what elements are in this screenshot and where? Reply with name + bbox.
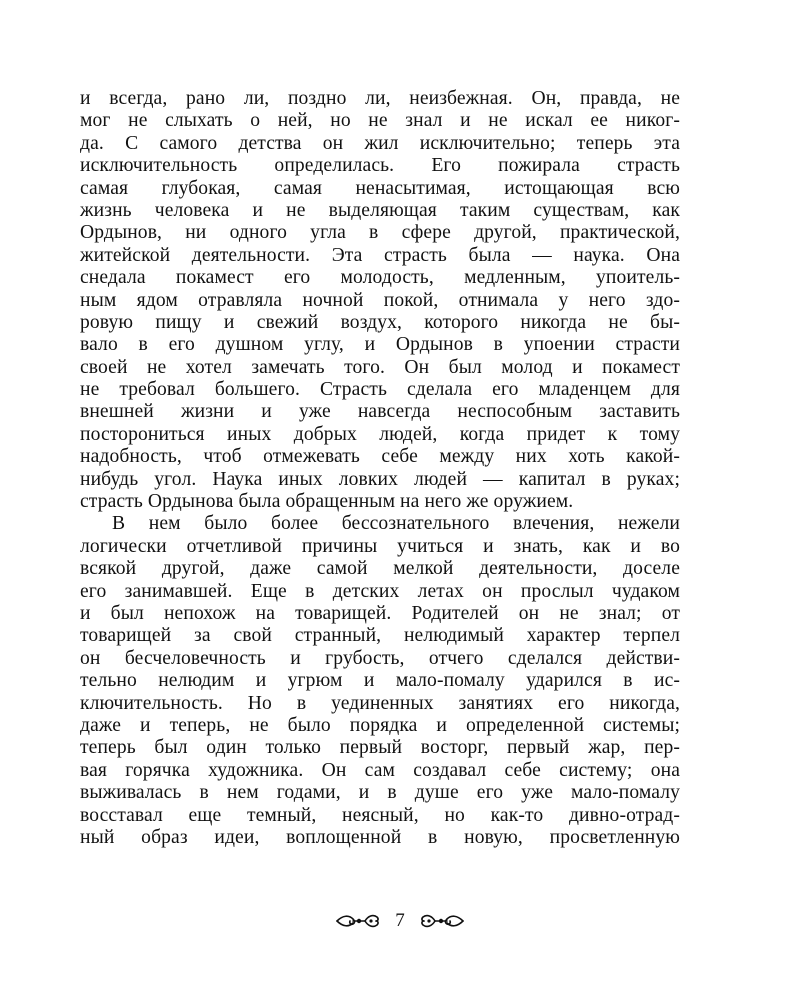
text-line: самая глубокая, самая ненасытимая, истощающая всю xyxy=(80,177,680,199)
text-line: вая горячка художника. Он сам создавал себе систему; она xyxy=(80,759,680,781)
text-block xyxy=(80,88,680,849)
text-line: логически отчетливой причины учиться и знать, как и во xyxy=(80,535,680,557)
text-line: тельно нелюдим и угрюм и мало-помалу ударился в ис- xyxy=(80,670,680,692)
text-line: даже и теперь, не было порядка и определенной системы; xyxy=(80,714,680,736)
text-line: он бесчеловечность и грубость, отчего сделался действи- xyxy=(80,647,680,669)
text-line: не требовал большего. Страсть сделала его младенцем для xyxy=(80,379,680,401)
text-line: Ордынов, ни одного угла в сфере другой, практической, xyxy=(80,222,680,244)
text-line: всякой другой, даже самой мелкой деятельности, доселе xyxy=(80,558,680,580)
text-line: надобность, чтоб отмежевать себе между них хоть какой- xyxy=(80,446,680,468)
text-line: выживалась в нем годами, и в душе его уже мало-помалу xyxy=(80,782,680,804)
text-line: нибудь угол. Наука иных ловких людей — капитал в руках; xyxy=(80,468,680,490)
page-footer xyxy=(0,906,800,936)
text-line: своей не хотел замечать того. Он был молод и покамест xyxy=(80,356,680,378)
text-line: восставал еще темный, неясный, но как-то дивно-отрад- xyxy=(80,804,680,826)
text-line: да. С самого детства он жил исключительно; теперь эта xyxy=(80,132,680,154)
text-line: теперь был один только первый восторг, первый жар, пер- xyxy=(80,737,680,759)
text-line: и всегда, рано ли, поздно ли, неизбежная. Он, правда, не xyxy=(80,88,680,109)
text-line: товарищей за свой странный, нелюдимый характер терпел xyxy=(80,625,680,647)
text-line: ным ядом отравляла ночной покой, отнимала у него здо- xyxy=(80,289,680,311)
text-line: вало в его душном углу, и Ордынов в упоении страсти xyxy=(80,334,680,356)
page-number: 7 xyxy=(395,910,405,931)
text-line: ключительность. Но в уединенных занятиях его никогда, xyxy=(80,692,680,714)
text-line: страсть Ордынова была обращенным на него же оружием. xyxy=(80,491,574,513)
text-line: и был непохож на товарищей. Родителей он не знал; от xyxy=(80,602,680,624)
text-line: мог не слыхать о ней, но не знал и не искал ее никог- xyxy=(80,110,680,132)
text-line: внешней жизни и уже навсегда неспособным заставить xyxy=(80,401,680,423)
ornament-icon xyxy=(419,910,465,932)
text-line: исключительность определилась. Его пожирала страсть xyxy=(80,155,680,177)
ornament-icon xyxy=(335,910,381,932)
text-line: житейской деятельности. Эта страсть была — наука. Она xyxy=(80,244,680,266)
text-line: посторониться иных добрых людей, когда придет к тому xyxy=(80,423,680,445)
text-line: жизнь человека и не выделяющая таким существам, как xyxy=(80,199,680,221)
text-line: ный образ идеи, воплощенной в новую, просветленную xyxy=(80,826,680,848)
text-line: снедала покамест его молодость, медленным, упоитель- xyxy=(80,267,680,289)
paragraph-first-line: В нем было более бессознательного влечения, нежели xyxy=(112,513,680,535)
text-line: ровую пищу и свежий воздух, которого никогда не бы- xyxy=(80,311,680,333)
text-line: его занимавшей. Еще в детских летах он прослыл чудаком xyxy=(80,580,680,602)
